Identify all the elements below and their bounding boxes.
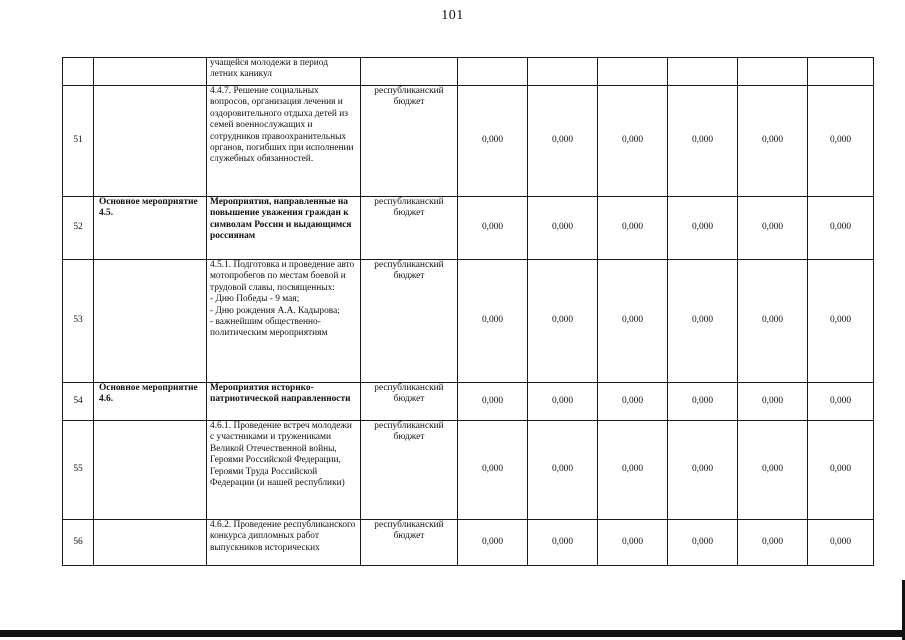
amount-cell — [458, 58, 528, 86]
table-row — [63, 260, 874, 383]
amount-cell: 0,000 — [808, 383, 874, 421]
table-row — [63, 86, 874, 197]
table-row — [63, 383, 874, 421]
amount-cell: 0,000 — [528, 86, 598, 197]
funding-source-cell: республиканский бюджет — [361, 197, 458, 260]
page-number: 101 — [441, 8, 464, 23]
row-number-cell: 55 — [63, 421, 94, 520]
row-number-cell — [63, 58, 94, 86]
funding-source-cell: республиканский бюджет — [361, 421, 458, 520]
funding-source-cell: республиканский бюджет — [361, 260, 458, 383]
amount-cell: 0,000 — [668, 421, 738, 520]
event-name-cell: 4.6.2. Проведение республиканского конкурса дипломных работ выпускников исторических — [207, 520, 361, 566]
amount-cell: 0,000 — [598, 421, 668, 520]
row-number-cell: 51 — [63, 86, 94, 197]
amount-cell: 0,000 — [458, 86, 528, 197]
funding-source-cell: республиканский бюджет — [361, 383, 458, 421]
event-name-cell: Мероприятия историко-патриотической направленности — [207, 383, 361, 421]
amount-cell: 0,000 — [738, 421, 808, 520]
amount-cell: 0,000 — [668, 86, 738, 197]
amount-cell: 0,000 — [598, 260, 668, 383]
amount-cell: 0,000 — [668, 260, 738, 383]
amount-cell: 0,000 — [528, 520, 598, 566]
funding-source-cell: республиканский бюджет — [361, 86, 458, 197]
amount-cell: 0,000 — [808, 260, 874, 383]
amount-cell: 0,000 — [528, 197, 598, 260]
amount-cell: 0,000 — [458, 421, 528, 520]
row-number-cell: 54 — [63, 383, 94, 421]
event-type-cell — [94, 260, 207, 383]
event-type-cell — [94, 58, 207, 86]
row-number-cell: 56 — [63, 520, 94, 566]
row-number-cell: 53 — [63, 260, 94, 383]
event-type-cell — [94, 520, 207, 566]
amount-cell: 0,000 — [808, 520, 874, 566]
event-name-cell: 4.5.1. Подготовка и проведение авто мотопробегов по местам боевой и трудовой славы, посвященных: - Дню Победы - 9 мая; - Дню рождения А.А. Кадырова; - важнейшим общественно-политическим мероприятиям — [207, 260, 361, 383]
amount-cell: 0,000 — [668, 197, 738, 260]
amount-cell: 0,000 — [598, 197, 668, 260]
amount-cell: 0,000 — [738, 86, 808, 197]
scan-bottom-edge — [0, 628, 905, 640]
amount-cell: 0,000 — [738, 260, 808, 383]
event-type-cell: Основное мероприятие 4.6. — [94, 383, 207, 421]
amount-cell: 0,000 — [458, 260, 528, 383]
event-type-cell: Основное мероприятие 4.5. — [94, 197, 207, 260]
event-name-cell: 4.6.1. Проведение встреч молодежи с участниками и тружениками Великой Отечественной войны, Героями Российской Федерации, Героями Труда Российской Федерации (и нашей республики) — [207, 421, 361, 520]
amount-cell: 0,000 — [528, 383, 598, 421]
amount-cell: 0,000 — [528, 260, 598, 383]
amount-cell: 0,000 — [668, 383, 738, 421]
table-row — [63, 197, 874, 260]
event-name-cell: Мероприятия, направленные на повышение уважения граждан к символам России и выдающимся россиянам — [207, 197, 361, 260]
event-name-cell: 4.4.7. Решение социальных вопросов, организация лечения и оздоровительного отдыха детей из семей военнослужащих и сотрудников правоохранительных органов, погибших при исполнении служебных обязанностей. — [207, 86, 361, 197]
funding-source-cell — [361, 58, 458, 86]
amount-cell: 0,000 — [458, 383, 528, 421]
table-row — [63, 520, 874, 566]
amount-cell: 0,000 — [738, 197, 808, 260]
row-number-cell: 52 — [63, 197, 94, 260]
amount-cell — [738, 58, 808, 86]
amount-cell: 0,000 — [738, 520, 808, 566]
amount-cell: 0,000 — [738, 383, 808, 421]
amount-cell — [668, 58, 738, 86]
amount-cell: 0,000 — [808, 421, 874, 520]
amount-cell: 0,000 — [598, 86, 668, 197]
amount-cell: 0,000 — [598, 520, 668, 566]
amount-cell: 0,000 — [528, 421, 598, 520]
amount-cell: 0,000 — [808, 197, 874, 260]
table-row — [63, 58, 874, 86]
amount-cell: 0,000 — [458, 520, 528, 566]
amount-cell: 0,000 — [458, 197, 528, 260]
amount-cell: 0,000 — [668, 520, 738, 566]
funding-source-cell: республиканский бюджет — [361, 520, 458, 566]
event-type-cell — [94, 86, 207, 197]
event-name-cell: учащейся молодежи в период летних каникул — [207, 58, 361, 86]
table-row — [63, 421, 874, 520]
amount-cell — [528, 58, 598, 86]
amount-cell: 0,000 — [808, 86, 874, 197]
amount-cell — [808, 58, 874, 86]
amount-cell: 0,000 — [598, 383, 668, 421]
event-type-cell — [94, 421, 207, 520]
amount-cell — [598, 58, 668, 86]
budget-table — [62, 57, 874, 566]
